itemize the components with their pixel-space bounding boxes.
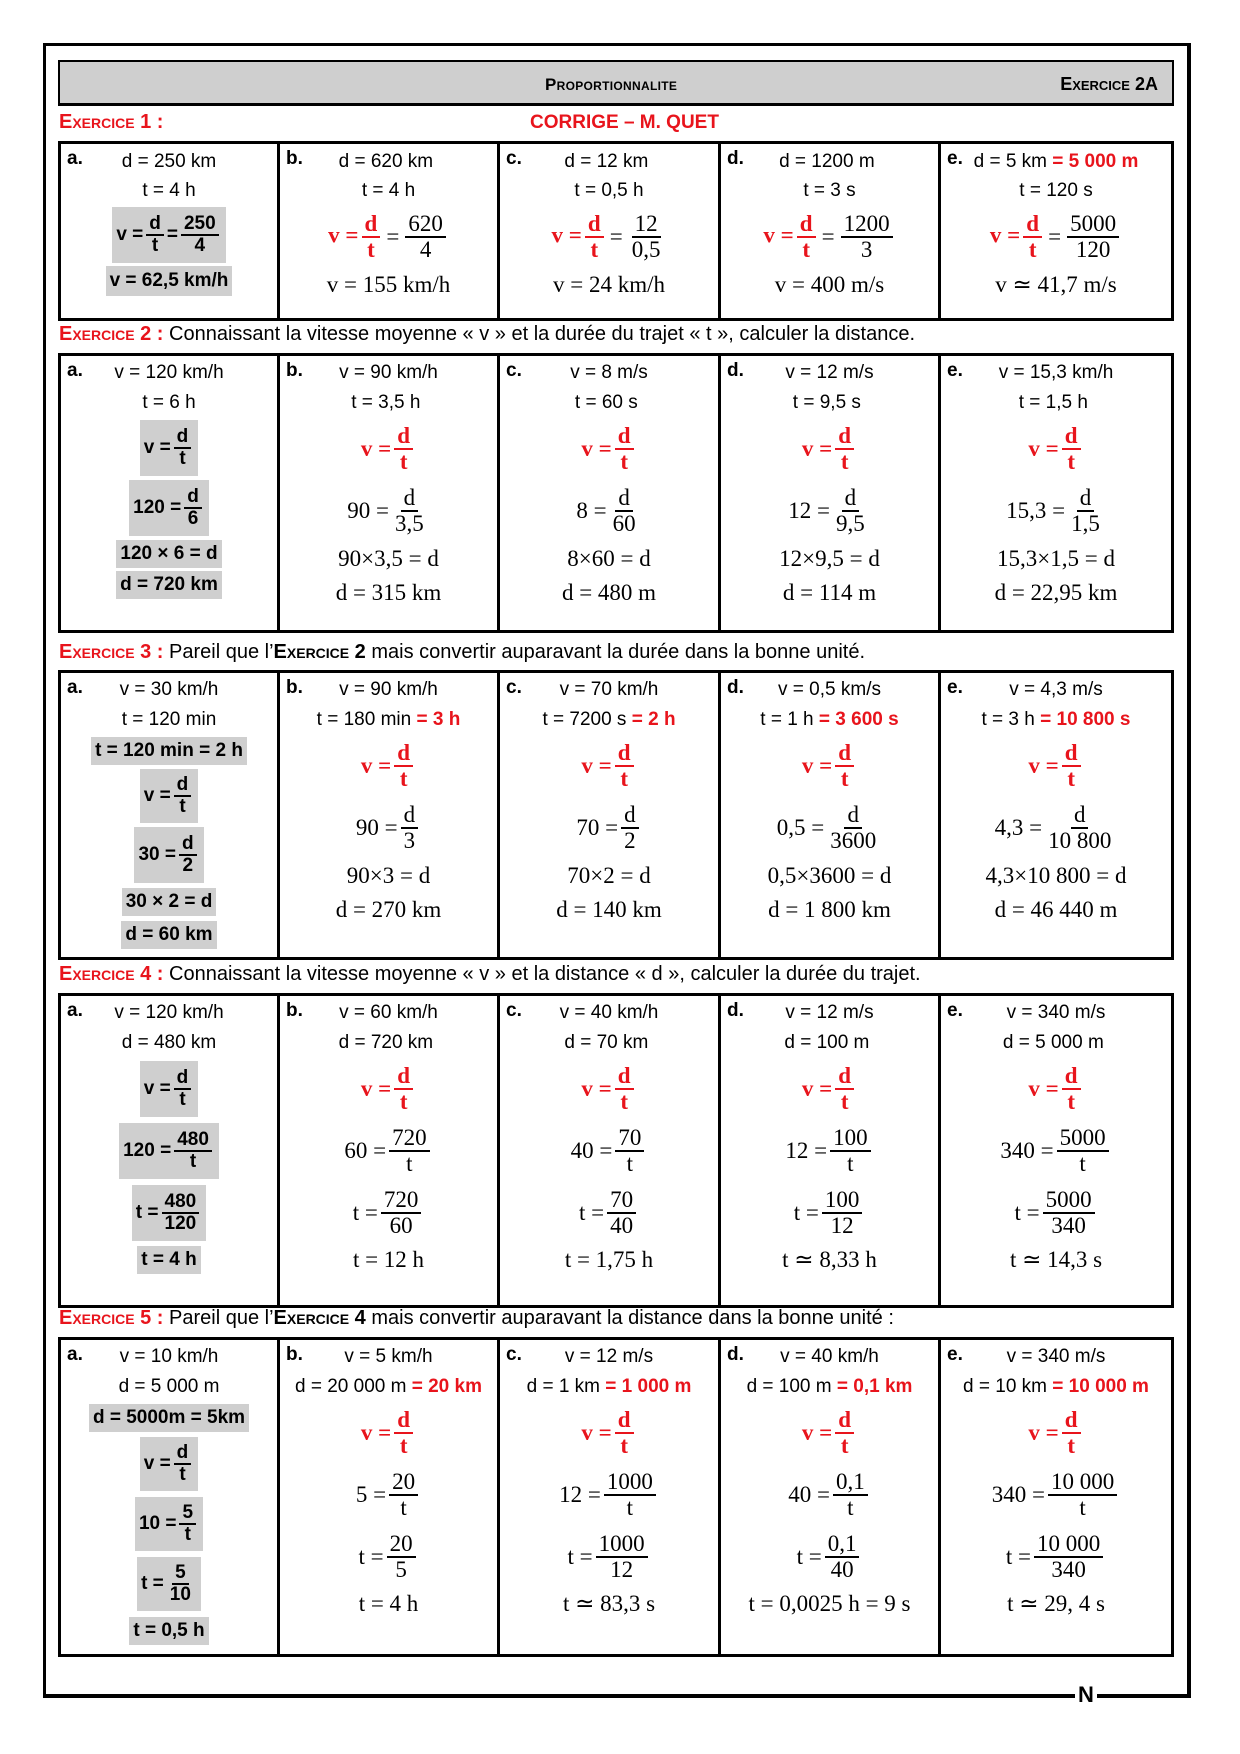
result: t = 0,0025 h = 9 s [748,1591,911,1616]
given-distance: d = 20 000 m = 20 km [295,1376,482,1397]
conversion-box: t = 120 min = 2 h [91,737,247,765]
corner-mark: N [1075,1684,1097,1706]
given-time: t = 4 h [361,180,416,201]
speed-formula: v = $\frac{d}{t}$ [721,418,938,480]
given-speed: v = 120 km/h [114,362,224,383]
cell-label: e. [947,677,963,698]
result: d = 480 m [561,580,657,605]
corrige-title: CORRIGE – M. QUET [530,112,719,133]
equation-box: 30 = $\frac{d}{2}$ [134,827,203,883]
step: 90×3 = d [346,863,431,888]
speed-formula: v = $\frac{d}{t}$ [500,735,718,797]
step: 120 × 6 = d [116,540,221,568]
equation-box: 10 = $\frac{5}{t}$ [135,1497,203,1551]
step: 4,3×10 800 = d [985,863,1127,888]
speed-formula: v = $\frac{d}{t}$ [500,1402,718,1464]
speed-formula: v = $\frac{d}{t}$ [280,418,497,480]
given-distance: d = 250 km [121,151,217,172]
given-speed: v = 90 km/h [339,362,438,383]
equation: 5 = $\frac{20}{t}$ [280,1464,497,1526]
given-time: t = 0,5 h [574,180,644,201]
result: t = 4 h [358,1591,419,1616]
equation: 70 = $\frac{d}{2}$ [500,797,718,859]
cell-label: d. [727,360,744,381]
solve-box: t = $\frac{5}{10}$ [137,1557,201,1611]
solve-box: t = $\frac{480}{120}$ [132,1185,206,1241]
equation: 15,3 = $\frac{d}{1,5}$ [1006,484,1100,536]
cell-label: c. [506,677,522,698]
given-time: t = 3,5 h [351,392,421,413]
given-time: t = 3 s [803,180,856,201]
given-speed: v = 40 km/h [559,1002,659,1023]
cell-label: e. [947,1344,963,1365]
cell-label: b. [286,148,303,169]
equation: 90 = $\frac{d}{3}$ [280,797,497,859]
given-distance: d = 10 km = 10 000 m [963,1376,1149,1397]
given-speed: v = 12 m/s [785,362,874,383]
result: v ≃ 41,7 m/s [995,272,1117,297]
given-time: t = 120 s [1019,180,1093,201]
result: d = 46 440 m [994,897,1118,922]
given-time: t = 4 h [142,180,196,201]
exercise-2-instructions: Connaissant la vitesse moyenne « v » et la durée du trajet « t », calculer la distance. [163,323,916,345]
speed-formula: v = $\frac{d}{t}$ [941,1402,1171,1464]
formula-box: v = $\frac{d}{t}$ [140,1437,199,1491]
exercise-4-heading [59,962,921,986]
solve-step: t = $\frac{70}{40}$ [500,1182,718,1244]
given-time: t = 7200 s = 2 h [542,709,676,730]
given-distance: d = 480 km [121,1032,217,1053]
result: d = 114 m [782,580,877,605]
result: d = 22,95 km [994,580,1118,605]
result: t = 12 h [352,1247,425,1272]
given-distance: d = 1 km = 1 000 m [526,1376,692,1397]
cell-label: c. [506,1000,522,1021]
given-distance: d = 100 m [784,1032,870,1053]
exercise-4-title: Exercice 4 : [59,963,164,985]
result: d = 270 km [335,897,442,922]
given-time: t = 1 h = 3 600 s [760,709,899,730]
speed-formula: v = $\frac{d}{t}$ [280,1058,497,1120]
exercise-2-heading [59,322,915,346]
formula-box: v = $\frac{d}{t}$ [140,420,199,476]
given-distance: d = 620 km [338,151,434,172]
exercise-5-table [58,1337,1174,1657]
exercise-1-table [58,141,1174,321]
solve-step: t = $\frac{20}{5}$ [280,1526,497,1588]
given-speed: v = 340 m/s [1006,1346,1106,1367]
given-time: t = 3 h = 10 800 s [981,709,1131,730]
result: t = 0,5 h [129,1617,208,1645]
equation: 60 = $\frac{720}{t}$ [280,1120,497,1182]
equation: 340 = $\frac{10 000}{t}$ [941,1464,1171,1526]
equation: 40 = $\frac{70}{t}$ [500,1120,718,1182]
cell-label: a. [67,148,83,169]
solve-step: t = $\frac{5000}{340}$ [941,1182,1171,1244]
given-time: t = 9,5 s [792,392,861,413]
given-distance: d = 1200 m [779,151,875,172]
given-distance: d = 5 km = 5 000 m [973,151,1139,172]
exercise-1-heading [59,110,163,134]
given-speed: v = 40 km/h [780,1346,879,1367]
cell-label: c. [506,1344,522,1365]
step: 12×9,5 = d [779,546,880,571]
result: t ≃ 83,3 s [562,1591,656,1616]
given-speed: v = 120 km/h [114,1002,224,1023]
exercise-3-title: Exercice 3 : [59,641,164,663]
cell-label: e. [947,148,963,169]
exercise-4-table [58,993,1174,1308]
step: 90×3,5 = d [338,546,439,571]
cell-label: b. [286,677,303,698]
exercise-1-title: Exercice 1 : [59,111,164,133]
given-speed: v = 0,5 km/s [778,679,881,700]
exercise-5-heading: Exercice 5 : Pareil que l’Exercice 4 mais convertir auparavant la distance dans la bonne unité : [59,1307,894,1329]
equation: 340 = $\frac{5000}{t}$ [941,1120,1171,1182]
result: d = 1 800 km [768,897,891,922]
cell-label: d. [727,1344,744,1365]
speed-formula: v = $\frac{d}{t}$ [500,418,718,480]
given-time: t = 1,5 h [1018,392,1088,413]
result: d = 60 km [121,921,216,949]
step: 70×2 = d [567,863,651,888]
speed-formula: v = $\frac{d}{t}$ [721,1058,938,1120]
result: d = 315 km [335,580,442,605]
solve-step: t = $\frac{100}{12}$ [721,1182,938,1244]
result: t ≃ 14,3 s [1009,1247,1103,1272]
given-time: t = 120 min [121,709,217,730]
equation: 40 = $\frac{0,1}{t}$ [721,1464,938,1526]
exercise-2-title: Exercice 2 : [59,323,164,345]
equation: 0,5 = $\frac{d}{3600}$ [776,801,877,853]
cell-label: a. [67,1344,83,1365]
cell-label: b. [286,360,303,381]
speed-formula: v = $\frac{d}{t}$ [941,735,1171,797]
speed-formula: v = $\frac{d}{t}$ [280,1402,497,1464]
cell-label: c. [506,360,522,381]
cell-label: a. [67,677,83,698]
formula-box: v = $\frac{d}{t}$ [140,769,199,823]
step: 30 × 2 = d [122,888,217,916]
given-time: t = 180 min = 3 h [316,709,461,730]
computation: v = $\frac{d}{t}$ = $\frac{5000}{120}$ [941,206,1171,268]
cell-label: d. [727,148,744,169]
solve-step: t = $\frac{0,1}{40}$ [721,1526,938,1588]
computation: v = $\frac{d}{t}$ = $\frac{12}{0,5}$ [551,210,661,262]
cell-label: c. [506,148,522,169]
cell-label: e. [947,360,963,381]
equation: 4,3 = $\frac{d}{10 800}$ [994,801,1112,853]
cell-label: d. [727,1000,744,1021]
given-speed: v = 12 m/s [785,1002,874,1023]
given-speed: v = 30 km/h [119,679,219,700]
equation: 12 = $\frac{100}{t}$ [721,1120,938,1182]
given-distance: d = 100 m = 0,1 km [746,1376,913,1397]
cell-label: b. [286,1000,303,1021]
speed-formula: v = $\frac{d}{t}$ [941,1058,1171,1120]
computation: v = $\frac{d}{t}$ = $\frac{620}{4}$ [280,206,497,268]
formula-box: v = $\frac{d}{t}$ [140,1061,199,1117]
result: t = 4 h [137,1246,200,1274]
given-speed: v = 15,3 km/h [998,362,1114,383]
equation: 8 = $\frac{d}{60}$ [576,484,636,536]
given-distance: d = 720 km [338,1032,434,1053]
given-speed: v = 60 km/h [339,1002,438,1023]
result: d = 140 km [556,897,662,922]
step: 0,5×3600 = d [767,863,892,888]
equation: 12 = $\frac{1000}{t}$ [500,1464,718,1526]
solve-step: t = $\frac{720}{60}$ [280,1182,497,1244]
given-speed: v = 4,3 m/s [1009,679,1103,700]
result: v = 400 m/s [774,272,885,297]
given-speed: v = 5 km/h [344,1346,433,1367]
topic-title: Proportionnalite [545,75,678,94]
result: v = 62,5 km/h [106,266,233,296]
speed-formula: v = $\frac{d}{t}$ [280,735,497,797]
speed-formula: v = $\frac{d}{t}$ [500,1058,718,1120]
exercise-4-instructions: Connaissant la vitesse moyenne « v » et la distance « d », calculer la durée du trajet. [163,963,921,985]
given-time: t = 6 h [142,392,196,413]
given-distance: d = 5 000 m [1002,1032,1104,1053]
step: 15,3×1,5 = d [997,546,1115,571]
given-speed: v = 90 km/h [339,679,438,700]
equation: 90 = $\frac{d}{3,5}$ [347,484,424,536]
result: d = 720 km [116,571,222,599]
equation: 12 = $\frac{d}{9,5}$ [788,484,865,536]
equation-box: 120 = $\frac{d}{6}$ [129,480,209,536]
given-speed: v = 12 m/s [564,1346,654,1367]
cell-label: e. [947,1000,963,1021]
result: v = 155 km/h [326,272,451,297]
cell-label: a. [67,360,83,381]
speed-formula: v = $\frac{d}{t}$ [721,1402,938,1464]
given-distance: d = 70 km [564,1032,649,1053]
conversion-box: d = 5000m = 5km [89,1404,249,1432]
given-speed: v = 340 m/s [1006,1002,1106,1023]
formula-box: v = $\frac{d}{t}$ = $\frac{250}{4}$ [112,207,225,263]
title-bar [58,60,1174,106]
given-speed: v = 10 km/h [119,1346,219,1367]
cell-label: a. [67,1000,83,1021]
step: 8×60 = d [567,546,651,571]
speed-formula: v = $\frac{d}{t}$ [721,735,938,797]
result: v = 24 km/h [552,272,665,297]
solve-step: t = $\frac{10 000}{340}$ [941,1526,1171,1588]
given-distance: d = 12 km [564,151,649,172]
equation-box: 120 = $\frac{480}{t}$ [119,1123,219,1179]
given-time: t = 60 s [574,392,638,413]
result: t ≃ 8,33 h [782,1247,877,1272]
exercise-2-table [58,353,1174,633]
result: t = 1,75 h [564,1247,654,1272]
computation: v = $\frac{d}{t}$ = $\frac{1200}{3}$ [721,206,938,268]
exercise-3-heading: Exercice 3 : Pareil que l’Exercice 2 mais convertir auparavant la durée dans la bonne unité. [59,641,866,663]
exercise-code: Exercice 2A [1060,74,1158,94]
solve-step: t = $\frac{1000}{12}$ [500,1526,718,1588]
cell-label: b. [286,1344,303,1365]
speed-formula: v = $\frac{d}{t}$ [941,418,1171,480]
result: t ≃ 29, 4 s [1007,1591,1105,1616]
given-speed: v = 8 m/s [570,362,648,383]
given-speed: v = 70 km/h [559,679,659,700]
cell-label: d. [727,677,744,698]
exercise-3-table [58,670,1174,960]
exercise-5-title: Exercice 5 : [59,1307,164,1329]
given-distance: d = 5 000 m [118,1376,220,1397]
